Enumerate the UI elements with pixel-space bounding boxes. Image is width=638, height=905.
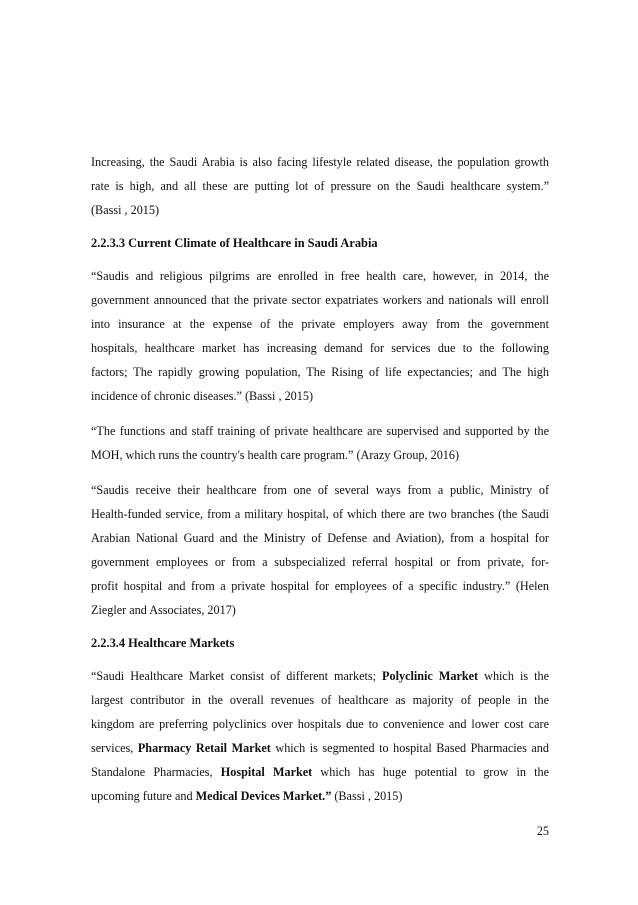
text-run: services,: [91, 741, 138, 755]
text-line: “Saudis and religious pilgrims are enrolled in free health care, however, in 2014, the: [91, 269, 549, 283]
text-line: Health-funded service, from a military hospital, of which there are two branches (the Saudi: [91, 507, 549, 521]
bold-term-pharmacy-retail-market: Pharmacy Retail Market: [137, 741, 271, 755]
bold-term-medical-devices-market: Medical Devices Market.”: [195, 789, 332, 803]
text-line: [91, 664, 549, 688]
text-line: factors; The rapidly growing population, The Rising of life expectancies; and The high: [91, 365, 549, 379]
text-line: [91, 736, 549, 760]
text-run: “Saudi Healthcare Market consist of different markets;: [91, 669, 383, 683]
text-line: (Bassi , 2015): [91, 203, 160, 217]
text-line: “The functions and staff training of private healthcare are supervised and supported by the: [91, 424, 549, 438]
section-heading-current-climate: 2.2.3.3 Current Climate of Healthcare in Saudi Arabia: [91, 236, 378, 250]
text-run: which is segmented to hospital Based Pharmacies and: [270, 741, 549, 755]
text-line: MOH, which runs the country's health care program.” (Arazy Group, 2016): [91, 448, 460, 462]
text-line: [91, 784, 549, 808]
text-line: Ziegler and Associates, 2017): [91, 603, 236, 617]
section-heading-healthcare-markets: 2.2.3.4 Healthcare Markets: [91, 636, 235, 650]
text-line: rate is high, and all these are putting lot of pressure on the Saudi healthcare system.”: [91, 179, 549, 193]
text-run: Standalone Pharmacies,: [91, 765, 221, 779]
bold-term-hospital-market: Hospital Market: [220, 765, 313, 779]
text-run: (Bassi , 2015): [331, 789, 403, 803]
paragraph-healthcare-sources: [91, 478, 549, 622]
text-run: which has huge potential to grow in the: [312, 765, 549, 779]
page-body: [91, 150, 549, 819]
text-run: which is the: [478, 669, 549, 683]
text-line: hospitals, healthcare market has increasing demand for services due to the following: [91, 341, 549, 355]
paragraph-free-health-care: [91, 264, 549, 408]
paragraph-lifestyle-disease: [91, 150, 549, 222]
text-line: into insurance at the expense of the private employers away from the government: [91, 317, 549, 331]
text-line: largest contributor in the overall revenues of healthcare as majority of people in the: [91, 693, 549, 707]
text-run: upcoming future and: [91, 789, 196, 803]
text-line: kingdom are preferring polyclinics over hospitals due to convenience and lower cost care: [91, 717, 549, 731]
text-line: Increasing, the Saudi Arabia is also facing lifestyle related disease, the population growth: [91, 155, 549, 169]
text-line: Arabian National Guard and the Ministry of Defense and Aviation), from a hospital for: [91, 531, 549, 545]
bold-term-polyclinic-market: Polyclinic Market: [382, 669, 479, 683]
text-line: incidence of chronic diseases.” (Bassi , 2015): [91, 389, 314, 403]
paragraph-private-healthcare-moh: [91, 419, 549, 467]
page-number: 25: [536, 824, 549, 838]
text-line: [91, 760, 549, 784]
paragraph-healthcare-markets: [91, 664, 549, 808]
text-line: government announced that the private sector expatriates workers and nationals will enroll: [91, 293, 549, 307]
text-line: profit hospital and from a private hospital for employees of a specific industry.” (Helen: [91, 579, 549, 593]
text-line: government employees or from a subspecialized referral hospital or from private, for-: [91, 555, 549, 569]
text-line: “Saudis receive their healthcare from one of several ways from a public, Ministry of: [91, 483, 549, 497]
